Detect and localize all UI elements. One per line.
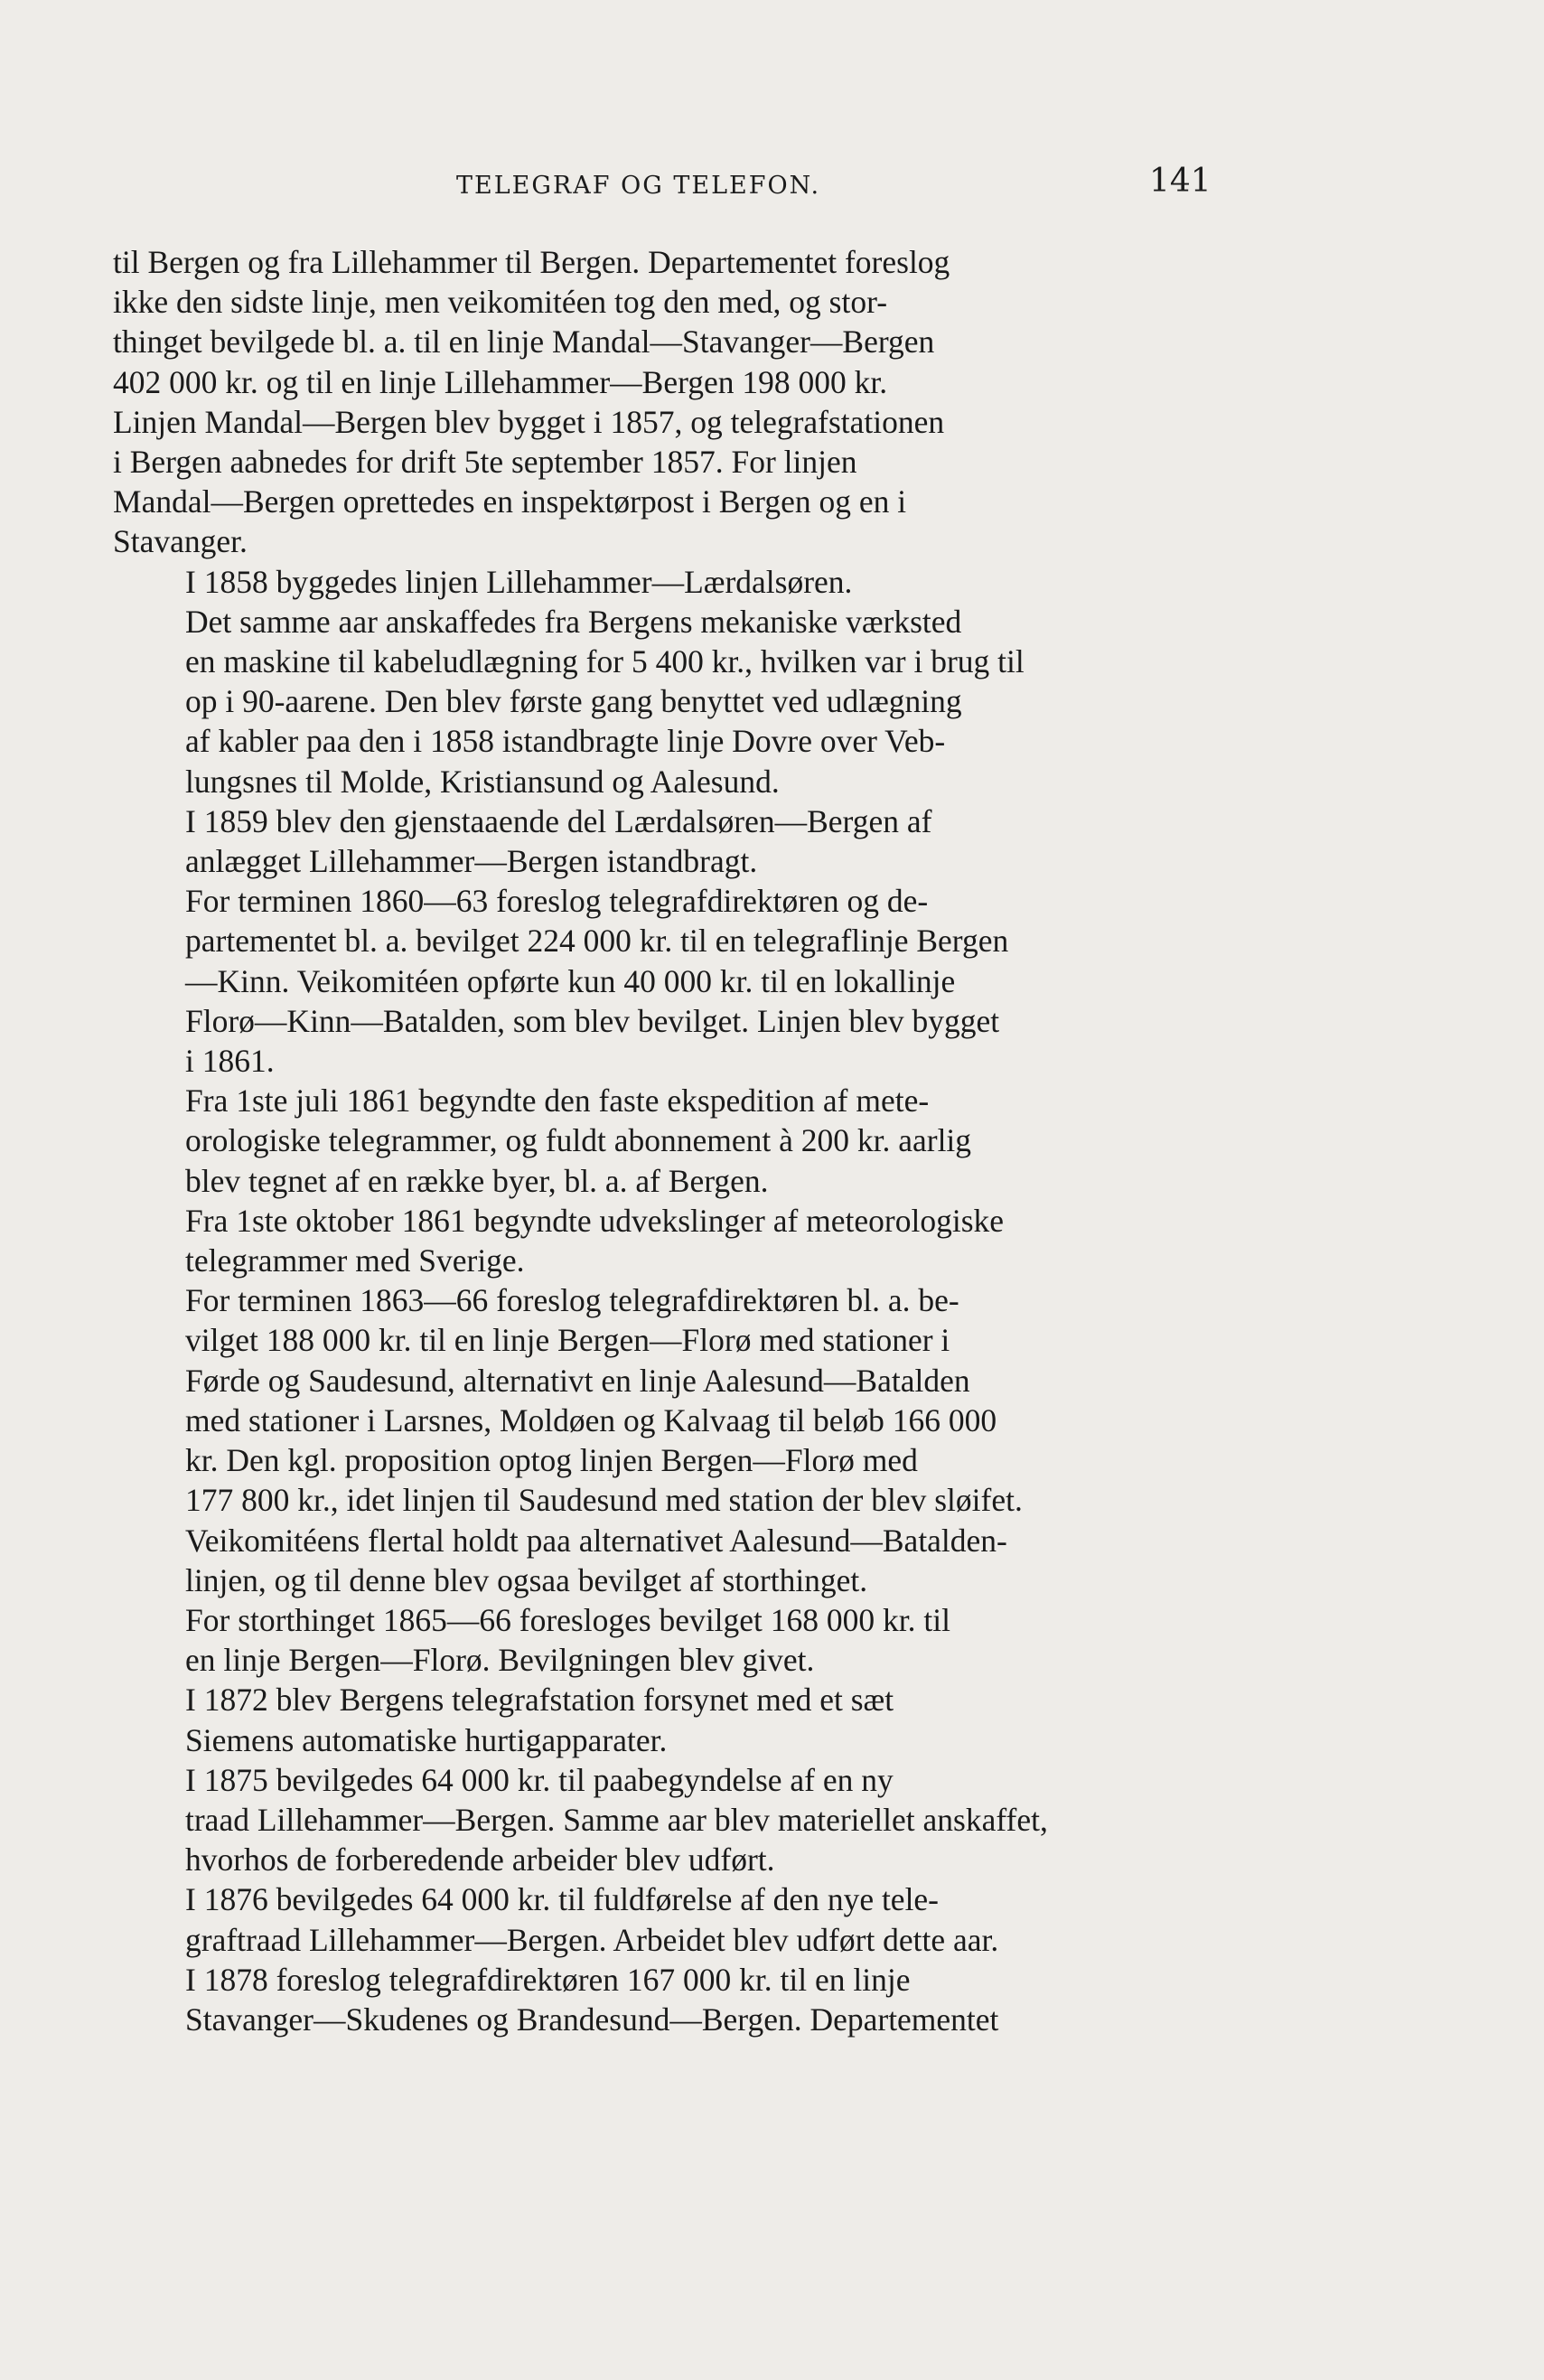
text-line: kr. Den kgl. proposition optog linjen Bergen—Florø med — [185, 1442, 918, 1479]
text-line: hvorhos de forberedende arbeider blev udført. — [185, 1841, 775, 1879]
text-line: til Bergen og fra Lillehammer til Bergen. Departementet foreslog — [113, 244, 950, 280]
text-line: af kabler paa den i 1858 istandbragte linje Dovre over Veb- — [185, 723, 946, 760]
paragraph — [113, 1201, 1221, 1280]
text-line: I 1872 blev Bergens telegrafstation forsynet med et sæt — [185, 1682, 894, 1719]
text-line: orologiske telegrammer, og fuldt abonnement à 200 kr. aarlig — [185, 1122, 972, 1159]
text-line: 177 800 kr., idet linjen til Saudesund med station der blev sløifet. — [185, 1482, 1023, 1519]
paragraph — [113, 881, 1221, 1081]
text-line: i 1861. — [185, 1043, 275, 1080]
text-line: I 1876 bevilgedes 64 000 kr. til fuldførelse af den nye tele- — [185, 1881, 940, 1918]
text-line: op i 90-aarene. Den blev første gang benyttet ved udlægning — [185, 683, 962, 720]
paragraph — [113, 1680, 1221, 1759]
paragraph — [113, 1280, 1221, 1600]
paragraph — [113, 1760, 1221, 1880]
text-line: Linjen Mandal—Bergen blev bygget i 1857, og telegrafstationen — [113, 403, 945, 440]
text-body — [113, 242, 1221, 2039]
text-line: Fra 1ste juli 1861 begyndte den faste ekspedition af mete- — [185, 1082, 930, 1120]
text-line: Stavanger—Skudenes og Brandesund—Bergen. Departementet — [185, 2001, 999, 2038]
text-line: anlægget Lillehammer—Bergen istandbragt. — [185, 843, 758, 880]
text-line: graftraad Lillehammer—Bergen. Arbeidet blev udført dette aar. — [185, 1921, 999, 1958]
text-line: telegrammer med Sverige. — [185, 1242, 525, 1279]
text-line: en linje Bergen—Florø. Bevilgningen blev givet. — [185, 1642, 815, 1679]
paragraph — [113, 1081, 1221, 1201]
text-line: Fra 1ste oktober 1861 begyndte udvekslinger af meteorologiske — [185, 1202, 1005, 1239]
text-line: med stationer i Larsnes, Moldøen og Kalvaag til beløb 166 000 — [185, 1401, 997, 1438]
text-line: linjen, og til denne blev ogsaa bevilget af storthinget. — [185, 1561, 868, 1598]
text-line: For terminen 1863—66 foreslog telegrafdirektøren bl. a. be- — [185, 1282, 959, 1319]
text-line: partementet bl. a. bevilget 224 000 kr. til en telegraflinje Bergen — [185, 923, 1009, 960]
text-line: Stavanger. — [113, 523, 248, 560]
text-line: —Kinn. Veikomitéen opførte kun 40 000 kr. til en lokallinje — [185, 962, 956, 999]
paragraph — [113, 1600, 1221, 1680]
text-line: I 1859 blev den gjenstaaende del Lærdalsøren—Bergen af — [185, 802, 932, 839]
text-line: en maskine til kabeludlægning for 5 400 kr., hvilken var i brug til — [185, 643, 1025, 680]
text-line: 402 000 kr. og til en linje Lillehammer—Bergen 198 000 kr. — [113, 363, 888, 400]
text-line: traad Lillehammer—Bergen. Samme aar blev materiellet anskaffet, — [185, 1801, 1048, 1838]
text-line: blev tegnet af en række byer, bl. a. af Bergen. — [185, 1162, 769, 1199]
text-line: Førde og Saudesund, alternativt en linje Aalesund—Batalden — [185, 1362, 970, 1399]
text-line: Det samme aar anskaffedes fra Bergens mekaniske værksted — [185, 603, 962, 640]
text-line: lungsnes til Molde, Kristiansund og Aalesund. — [185, 763, 780, 800]
text-line: I 1878 foreslog telegrafdirektøren 167 000 kr. til en linje — [185, 1961, 911, 1998]
text-line: For storthinget 1865—66 foresloges bevilget 168 000 kr. til — [185, 1601, 950, 1638]
text-line: Siemens automatiske hurtigapparater. — [185, 1721, 668, 1758]
paragraph — [113, 562, 1221, 602]
text-line: For terminen 1860—63 foreslog telegrafdirektøren og de- — [185, 883, 929, 920]
page-number: 141 — [1149, 163, 1212, 200]
text-line: I 1875 bevilgedes 64 000 kr. til paabegyndelse af en ny — [185, 1761, 894, 1798]
text-line: thinget bevilgede bl. a. til en linje Mandal—Stavanger—Bergen — [113, 323, 935, 361]
paragraph — [113, 242, 1221, 562]
paragraph — [113, 801, 1221, 881]
paragraph — [113, 602, 1221, 801]
text-line: Mandal—Bergen oprettedes en inspektørpost i Bergen og en i — [113, 483, 907, 520]
text-line: I 1858 byggedes linjen Lillehammer—Lærdalsøren. — [185, 563, 853, 600]
text-line: Florø—Kinn—Batalden, som blev bevilget. Linjen blev bygget — [185, 1002, 1000, 1039]
text-line: i Bergen aabnedes for drift 5te september 1857. For linjen — [113, 444, 857, 481]
running-head — [0, 163, 1544, 217]
text-line: vilget 188 000 kr. til en linje Bergen—Florø med stationer i — [185, 1322, 950, 1359]
paragraph — [113, 1879, 1221, 1959]
text-line: Veikomitéens flertal holdt paa alternativet Aalesund—Batalden- — [185, 1522, 1007, 1559]
running-title: TELEGRAF OG TELEFON. — [456, 172, 821, 200]
paragraph — [113, 1960, 1221, 2039]
text-line: ikke den sidste linje, men veikomitéen tog den med, og stor- — [113, 284, 888, 321]
